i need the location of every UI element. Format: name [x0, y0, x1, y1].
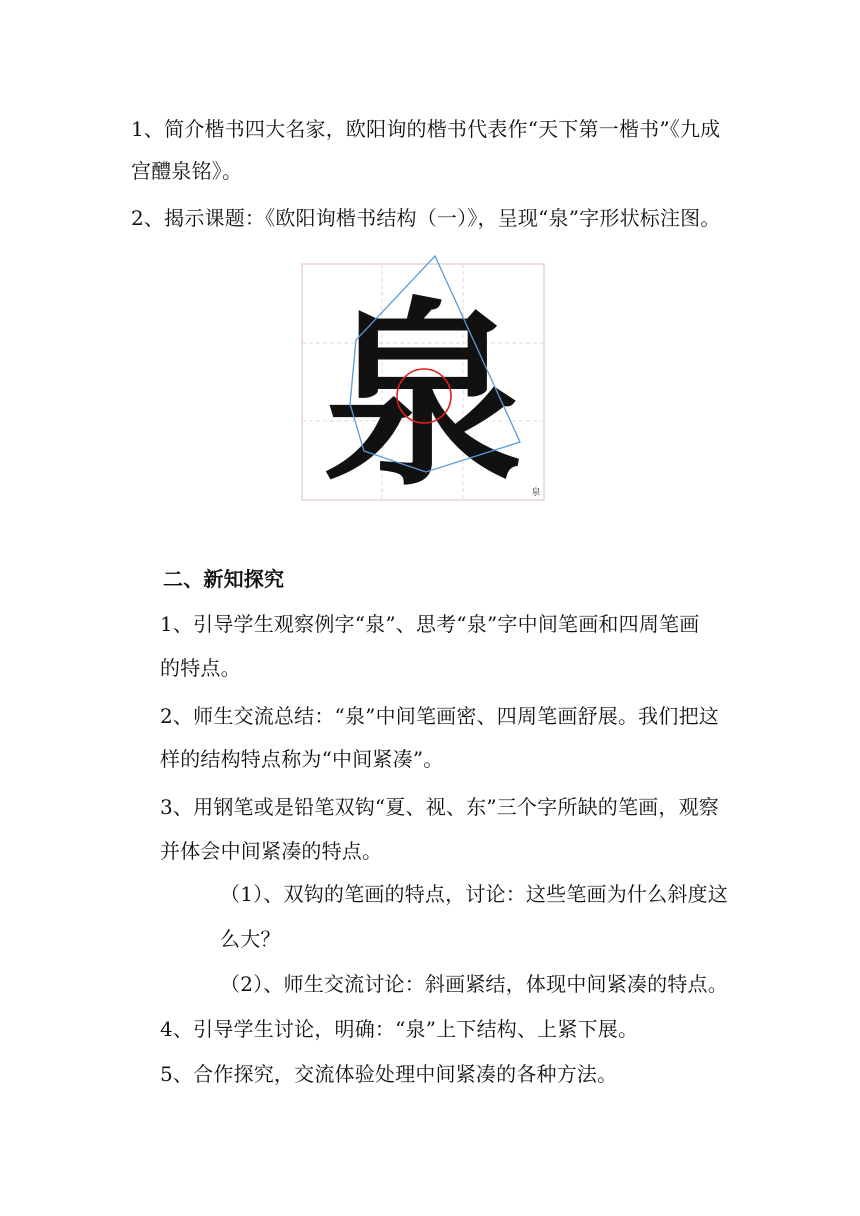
quan-character-annotation-figure [298, 254, 548, 504]
section-item-4: 4、引导学生讨论，明确：“泉”上下结构、上紧下展。 [160, 1017, 639, 1041]
section-item-5: 5、合作探究，交流体验处理中间紧凑的各种方法。 [160, 1062, 618, 1086]
section-item-3-line-1: 3、用钢笔或是铅笔双钩“夏、视、东”三个字所缺的笔画，观察 [160, 795, 719, 819]
sub-item-1-line-2: 么大？ [220, 927, 281, 951]
figure-svg [298, 254, 548, 504]
section-item-2-line-1: 2、师生交流总结：“泉”中间笔画密、四周笔画舒展。我们把这 [160, 704, 719, 728]
intro-item-1-line-1: 1、简介楷书四大名家，欧阳询的楷书代表作“天下第一楷书”《九成 [131, 117, 721, 141]
section-item-3-line-2: 并体会中间紧凑的特点。 [160, 839, 383, 863]
section-heading: 二、新知探究 [163, 567, 285, 591]
quan-character: 泉 [322, 279, 524, 504]
section-item-1-line-2: 的特点。 [160, 656, 241, 680]
section-item-1-line-1: 1、引导学生观察例字“泉”、思考“泉”字中间笔画和四周笔画 [160, 612, 700, 636]
section-item-2-line-2: 样的结构特点称为“中间紧凑”。 [160, 747, 444, 771]
corner-mark: 泉 [531, 488, 541, 498]
intro-item-1-line-2: 宫醴泉铭》。 [131, 159, 243, 183]
sub-item-2: （2）、师生交流讨论：斜画紧结，体现中间紧凑的特点。 [220, 972, 728, 996]
intro-item-2: 2、揭示课题：《欧阳询楷书结构（一）》，呈现“泉”字形状标注图。 [131, 206, 721, 230]
sub-item-1-line-1: （1）、双钩的笔画的特点，讨论：这些笔画为什么斜度这 [220, 882, 728, 906]
